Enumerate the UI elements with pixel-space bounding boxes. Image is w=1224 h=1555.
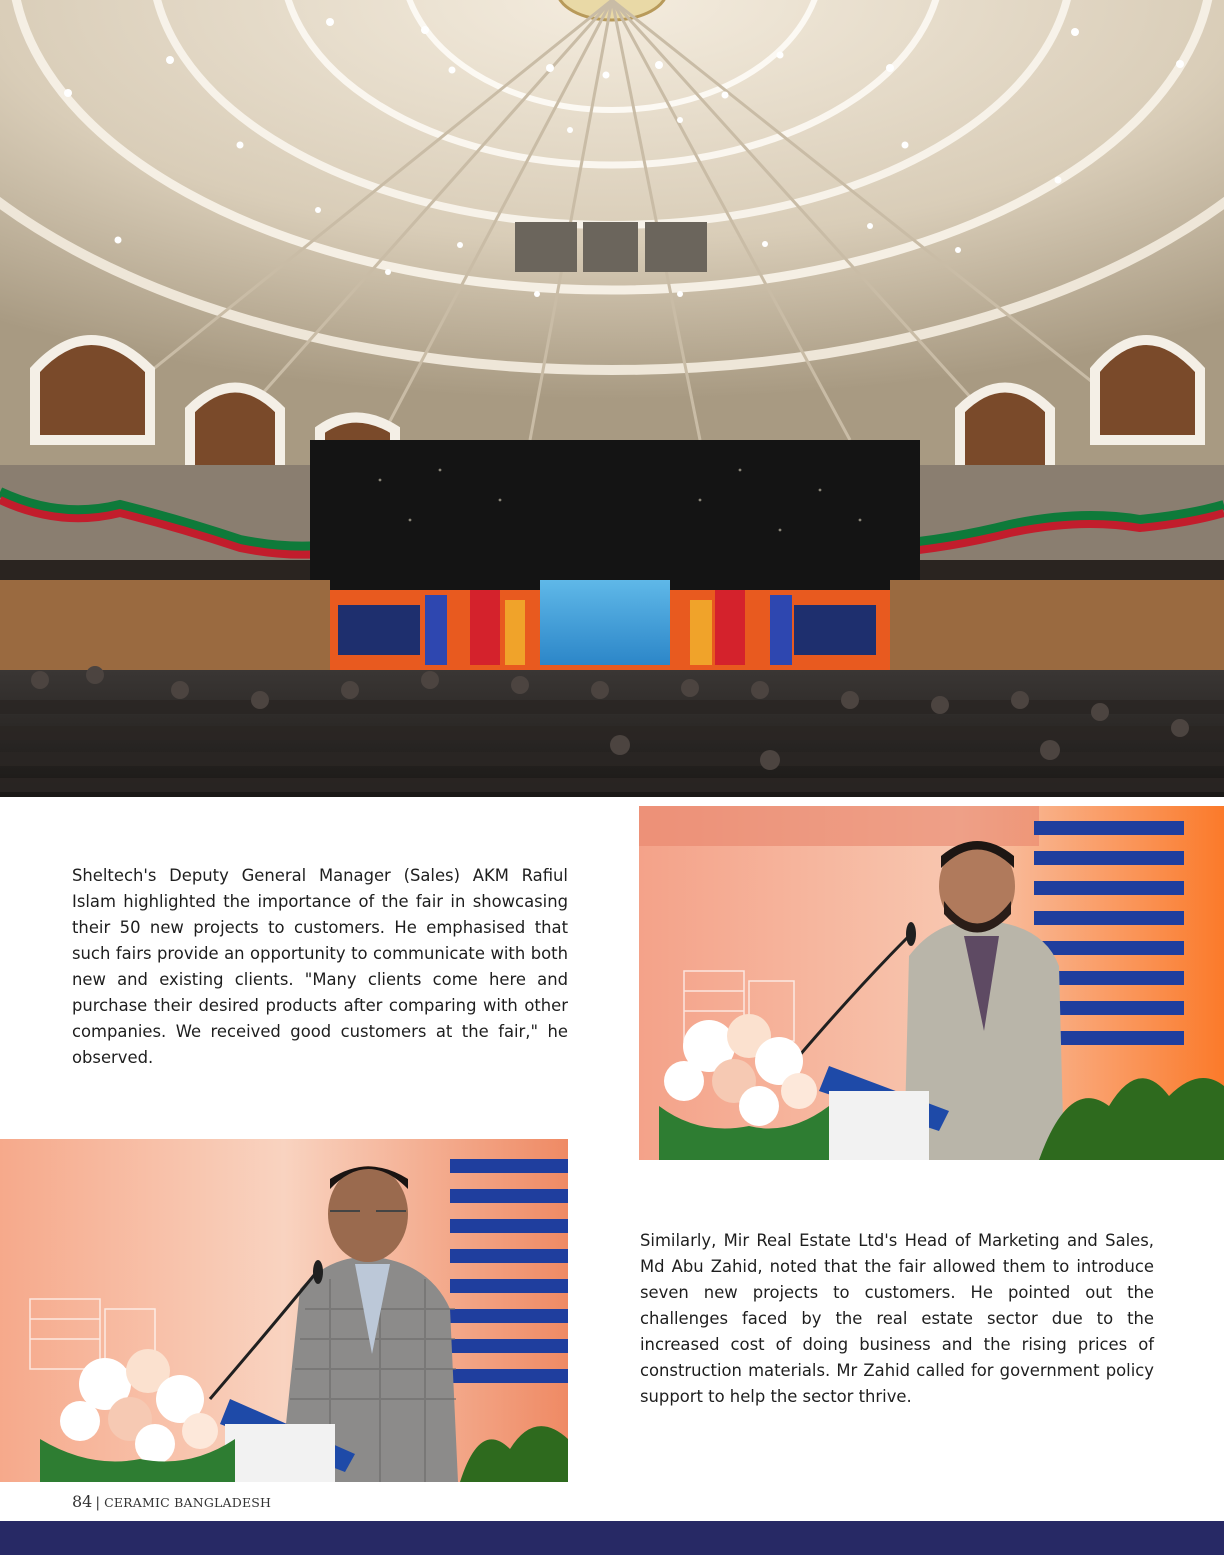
footer-color-bar	[0, 1521, 1224, 1555]
article-paragraph-right: Similarly, Mir Real Estate Ltd's Head of Marketing and Sales, Md Abu Zahid, noted that the fair allowed them to introduce seven new projects to customers. He pointed out the challenges faced by the real estate sector due to the increased cost of doing business and the rising prices of construction materials. Mr Zahid called for government policy support to help the sector thrive.	[640, 1231, 1154, 1406]
footer-separator: |	[95, 1495, 101, 1511]
publication-name: CERAMIC BANGLADESH	[104, 1495, 272, 1510]
page-number: 84	[72, 1492, 93, 1511]
speaker-photo-zahid	[639, 806, 1224, 1160]
article-paragraph-left: Sheltech's Deputy General Manager (Sales) AKM Rafiul Islam highlighted the importance of the fair in showcasing their 50 new projects to customers. He emphasised that such fairs provide an opportunity to communicate with both new and existing clients. "Many clients come here and purchase their desired products after comparing with other companies. We received good customers at the fair," he observed.	[72, 866, 568, 1067]
page-footer	[72, 1492, 271, 1511]
speaker-photo-rafiul	[0, 1139, 568, 1482]
